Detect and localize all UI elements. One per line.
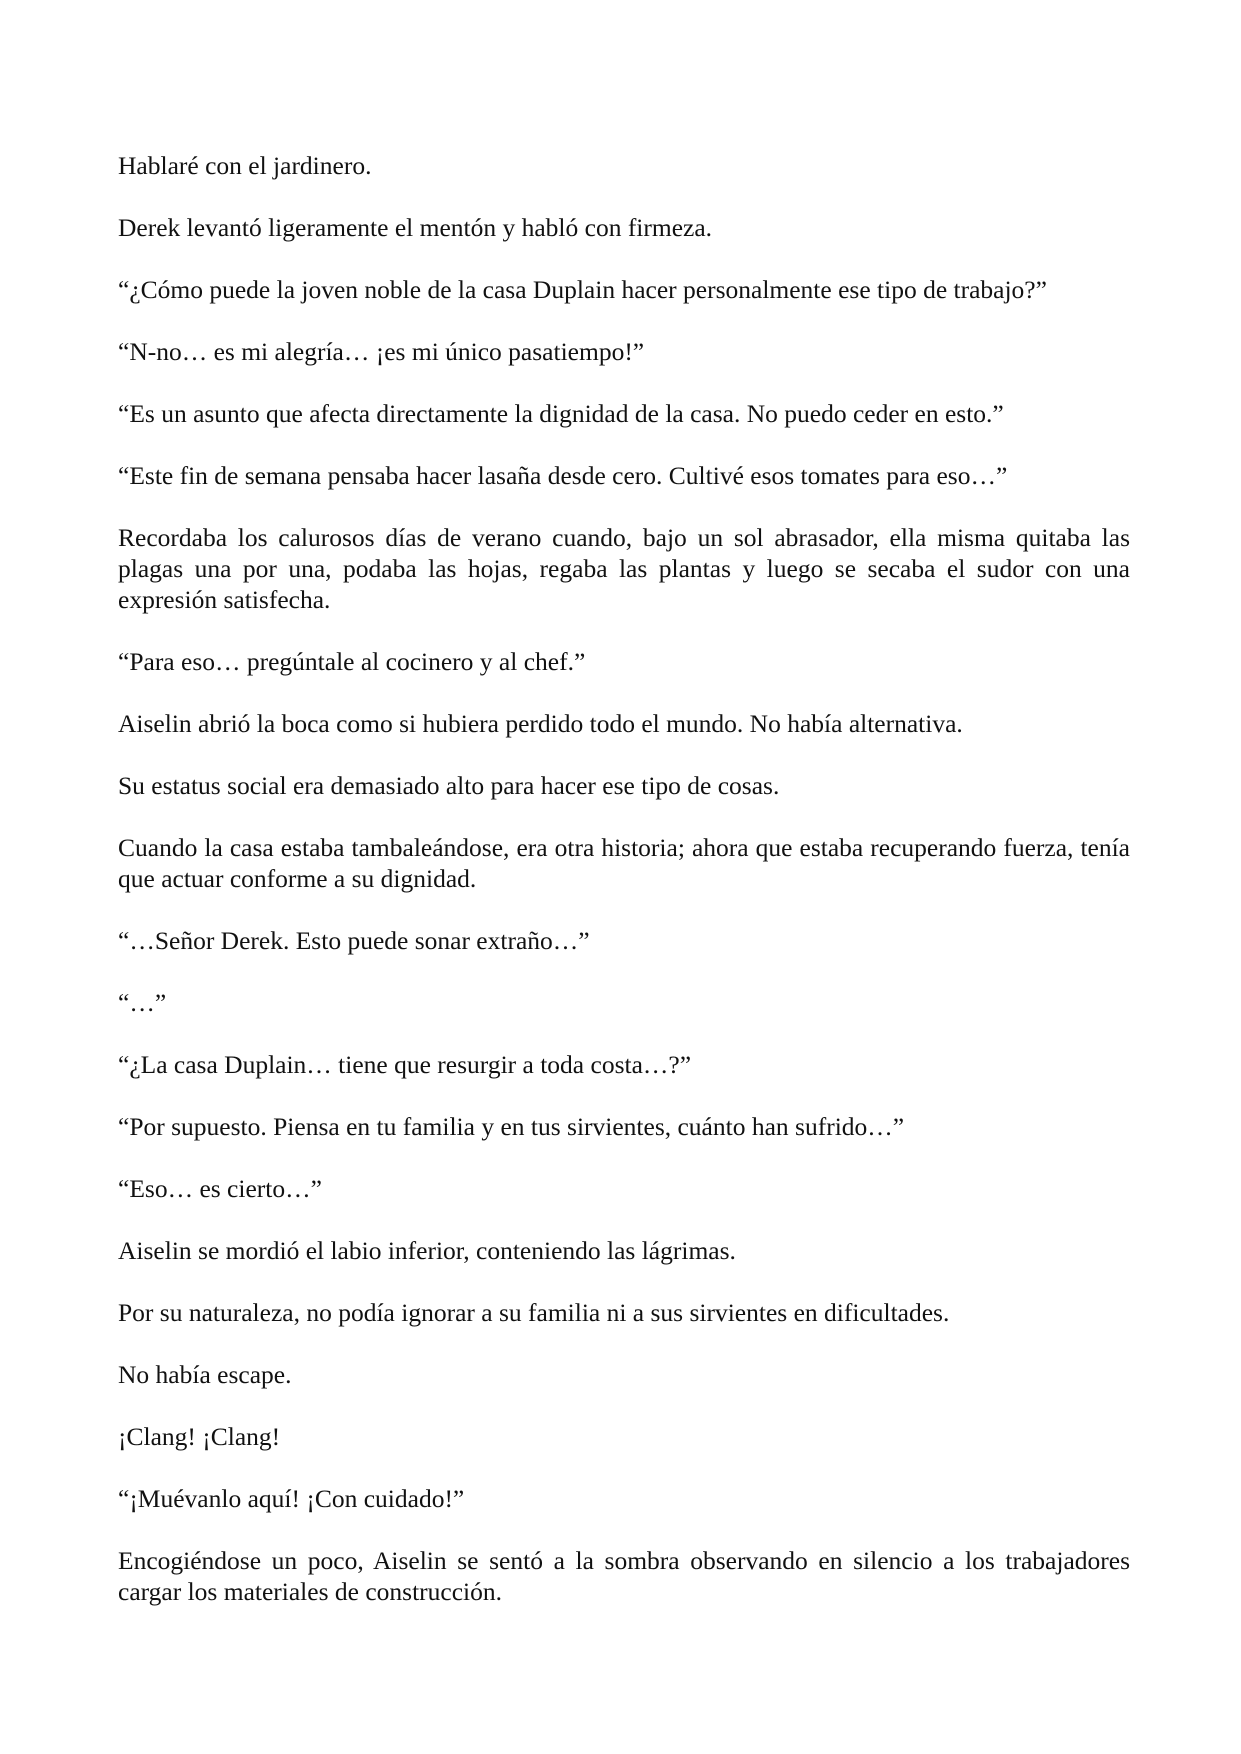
paragraph: Aiselin se mordió el labio inferior, conteniendo las lágrimas. [118, 1236, 736, 1265]
paragraph: No había escape. [118, 1360, 292, 1389]
paragraph: Su estatus social era demasiado alto para hacer ese tipo de cosas. [118, 771, 780, 800]
paragraph: “¡Muévanlo aquí! ¡Con cuidado!” [118, 1484, 465, 1513]
paragraph: Hablaré con el jardinero. [118, 151, 372, 180]
paragraph: ¡Clang! ¡Clang! [118, 1422, 281, 1451]
paragraph: “Este fin de semana pensaba hacer lasaña desde cero. Cultivé esos tomates para eso…” [118, 461, 1008, 490]
paragraph: “¿Cómo puede la joven noble de la casa Duplain hacer personalmente ese tipo de trabajo?” [118, 275, 1047, 304]
paragraph: Encogiéndose un poco, Aiselin se sentó a la sombra observando en silencio a los trabajadores cargar los materiales de construcción. [118, 1546, 1130, 1606]
paragraph: Cuando la casa estaba tambaleándose, era otra historia; ahora que estaba recuperando fuerza, tenía que actuar conforme a su dignidad. [118, 833, 1130, 893]
paragraph: Recordaba los calurosos días de verano cuando, bajo un sol abrasador, ella misma quitaba las plagas una por una, podaba las hojas, regaba las plantas y luego se secaba el sudor con una expresión satisfecha. [118, 523, 1130, 614]
paragraph: “N-no… es mi alegría… ¡es mi único pasatiempo!” [118, 337, 645, 366]
paragraph: Aiselin abrió la boca como si hubiera perdido todo el mundo. No había alternativa. [118, 709, 963, 738]
paragraph: “…Señor Derek. Esto puede sonar extraño…” [118, 926, 590, 955]
paragraph: “¿La casa Duplain… tiene que resurgir a toda costa…?” [118, 1050, 692, 1079]
paragraph: “Eso… es cierto…” [118, 1174, 322, 1203]
paragraph: “Por supuesto. Piensa en tu familia y en tus sirvientes, cuánto han sufrido…” [118, 1112, 905, 1141]
paragraph: “Es un asunto que afecta directamente la dignidad de la casa. No puedo ceder en esto.” [118, 399, 1004, 428]
paragraph: “…” [118, 988, 167, 1017]
paragraph: Por su naturaleza, no podía ignorar a su familia ni a sus sirvientes en dificultades. [118, 1298, 950, 1327]
paragraph: “Para eso… pregúntale al cocinero y al chef.” [118, 647, 586, 676]
paragraph: Derek levantó ligeramente el mentón y habló con firmeza. [118, 213, 713, 242]
document-body [118, 150, 1130, 1638]
